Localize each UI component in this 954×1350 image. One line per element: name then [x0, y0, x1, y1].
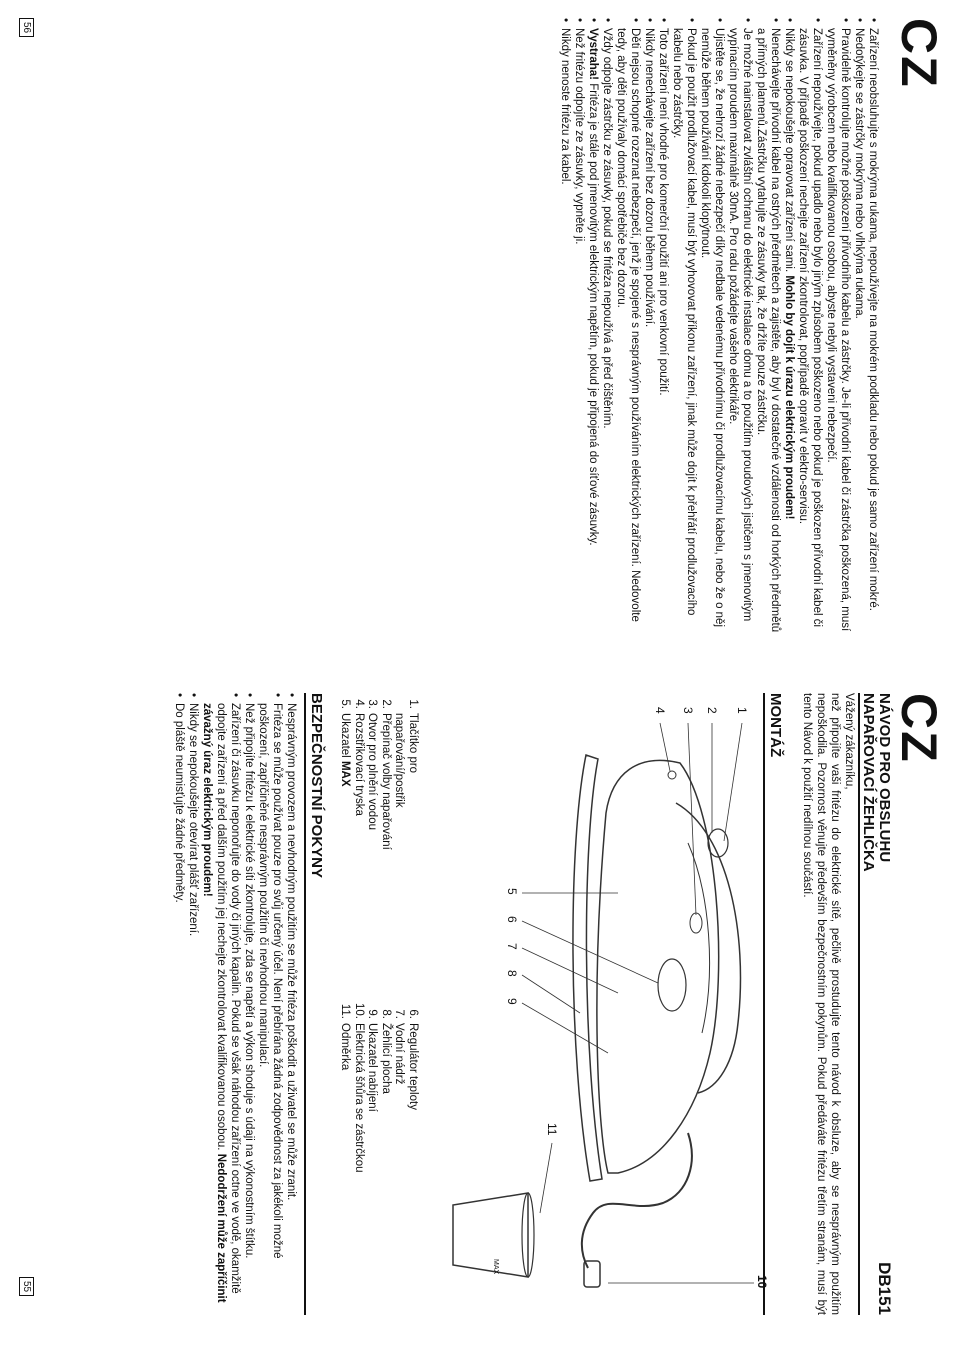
- callout-8: 8: [505, 970, 519, 977]
- part-row: [352, 693, 366, 993]
- part-number: [392, 693, 406, 709]
- bullet-text: Nedodržení může zapříčinit závažný úraz elektrickým proudem!: [201, 703, 227, 1303]
- bullet-text: Nikdy se nepokoušejte opravovat zařízení sami.: [783, 28, 795, 276]
- bullet-text: Než připojíte fritézu k elektrické síti zkontrolujte, zda se napětí a výkon shoduje s údaji na výkonostním štítku.: [243, 703, 255, 1259]
- bullet-text: Mohlo by dojít k úrazu elektrickým proudem!: [783, 275, 795, 520]
- language-code: CZ: [891, 693, 947, 764]
- bullet-item: [256, 693, 284, 1315]
- part-label: napařování/postřik: [393, 713, 406, 808]
- bullet-text: Nikdy nenechávejte zařízení bez dozoru během používání.: [643, 28, 655, 328]
- section-title-safety: BEZPEČNOSTNÍ POKYNY: [304, 693, 324, 1315]
- bullet-text: Toto zařízení není vhodné pro komerční použití ani pro venkovní použití.: [657, 28, 669, 396]
- parts-list-right: [338, 1003, 419, 1315]
- handle-grip: [688, 843, 710, 1033]
- bullet-item: [200, 693, 242, 1315]
- part-row: [365, 1003, 379, 1315]
- bullet-text: Zařízení nepoužívejte, pokud upadlo nebo bylo jiným způsobem poškozeno nebo pokud je poškozen přívodní kabel či zásuvka. V případě poškození nechejte zařízení zkontrolovat, popřípadě opravit v elektro-servisu.: [797, 28, 823, 628]
- bullet-text: Vystraha!: [587, 28, 599, 80]
- bullet-text: Pravidelně kontrolujte možné poškození přívodního kabelu a zástrčky. Je-li přívodní kabel či zástrčka poškozená, musí vyměněny výrobcem nebo kvalifikovanou osobou, abyste nebyli vystaveni nebezpečí.: [825, 28, 851, 632]
- callout-1: 1: [735, 707, 749, 714]
- bullet-item: [242, 693, 256, 1315]
- bullet-text: Do pláště neumisťujte žádné předměty.: [173, 703, 185, 903]
- part-label: Tlačítko pro: [407, 713, 419, 774]
- spray-nozzle: [668, 771, 676, 779]
- bullet-text: Nenechávejte přívodní kabel na ostrých předmětech a zajistěte, aby byl v dostatečné vzdálenosti od horkých předmětů a přímých plamenů.Zástrčku vytahujte ze zásuvky tak, že držíte pouze zástrčku.: [755, 28, 781, 633]
- callout-2: 2: [705, 707, 719, 714]
- callout-9: 9: [505, 998, 519, 1005]
- bullet-text: Než fritézu odpojíte ze zásuvky, vypněte ji.: [573, 28, 585, 245]
- part-number: 3.: [366, 699, 379, 709]
- manual-title: NÁVOD PRO OBSLUHU: [876, 693, 893, 863]
- part-row: [352, 1003, 366, 1315]
- page-number: 55: [19, 1277, 34, 1296]
- leader-7: [522, 948, 618, 993]
- callout-10: 10: [755, 1275, 769, 1289]
- part-row: [338, 693, 352, 993]
- parts-list: [329, 693, 419, 1315]
- bullet-text: Fritéza se může používat pouze pro svůj určený účel. Není přebírána žádná zodpovědnost za jakékoli možné poškození, zapříčiněné nesprávným použitím či nevhodnou manipulací.: [257, 703, 283, 1259]
- callout-7: 7: [505, 943, 519, 950]
- bullet-text: Nesprávným provozem a nevhodným použitím se může fritéza poškodit a uživatel se může zranit.: [285, 703, 297, 1201]
- part-row: [406, 693, 420, 993]
- part-number: 5.: [339, 699, 352, 709]
- bullet-text: Pokud je použit prodlužovací kabel, musí být vyhovovat příkonu zařízení, jinak může dojít k přehřátí prodlužovacího kabelu nebo zástrčky.: [671, 28, 697, 616]
- bullet-text: Nikdy se nepokoušejte otevírat plášť zařízení.: [187, 703, 199, 937]
- iron-body-outline: [597, 760, 719, 1173]
- cup-max-label: MAX: [492, 1259, 499, 1275]
- language-code: CZ: [891, 18, 947, 89]
- part-number: 4.: [353, 699, 365, 709]
- callout-4: 4: [653, 707, 667, 714]
- part-number: 7.: [393, 1009, 406, 1019]
- greeting: Vážený zákazníku,: [843, 693, 855, 790]
- part-number: 6.: [407, 1009, 419, 1019]
- leader-6: [522, 921, 658, 983]
- leader-9: [522, 1003, 608, 1053]
- iron-diagram: [428, 693, 769, 1315]
- leader-1: [724, 723, 742, 841]
- bullet-item: [796, 18, 824, 640]
- page-55: [0, 675, 954, 1350]
- bullet-text: Děti nejsou schopné rozeznat nebezpečí, jenž je spojené s nesprávným používáním elektrických zařízení. Nedovolte tedy, aby děti používaly domácí spotřebiče bez dozoru.: [615, 28, 641, 622]
- title-underline: [858, 693, 860, 1315]
- part-number: 9.: [366, 1009, 379, 1019]
- safety-list-continued: [558, 18, 880, 640]
- callout-11: 11: [545, 1123, 559, 1136]
- leader-4: [660, 723, 670, 771]
- page-number: 56: [19, 18, 34, 37]
- section-title-montaz: MONTÁŽ: [763, 693, 783, 1315]
- temperature-dial: [658, 959, 686, 1011]
- parts-list-left: [338, 693, 419, 993]
- part-row: [406, 1003, 420, 1315]
- part-label: Žehlicí plocha: [380, 1023, 392, 1094]
- part-row: [365, 693, 379, 993]
- bullet-item: [866, 18, 880, 640]
- part-label: Ukazatel: [339, 713, 352, 761]
- bullet-item: [284, 693, 298, 1315]
- bullet-text: Nedotýkejte se zástrčky mokrýma nebo vlhkýma rukama.: [853, 28, 865, 319]
- bullet-item: [824, 18, 852, 640]
- bullet-text: Nikdy nenoste fritézu za kabel.: [559, 28, 571, 185]
- bullet-item: [670, 18, 698, 640]
- part-label: Ukazatel nabíjení: [366, 1023, 379, 1112]
- bullet-item: [614, 18, 642, 640]
- bullet-text: Ujistěte se, že nehrozí žádné nebezpečí díky nedbale vedenému přívodnímu či prodlužovacímu kabelu, nebo že o něj nemůže během používání kdokoli klopýtnout.: [699, 28, 725, 628]
- part-label: Regulátor teploty: [407, 1023, 419, 1110]
- bullet-text: Fritéza je stále pod jmenovitým elektrickým napětím, pokud je připojená do síťové zásuvky.: [587, 80, 599, 546]
- bullet-item: [586, 18, 600, 640]
- part-label: Rozstřikovací tryska: [353, 713, 365, 816]
- bullet-text: Zařízení neobsluhujte s mokrýma rukama, nepoužívejte na mokrém podkladu nebo pokud je samo zařízení mokré.: [867, 28, 879, 611]
- title-block: [860, 693, 892, 1315]
- part-number: 8.: [380, 1009, 392, 1019]
- bullet-item: [754, 18, 782, 640]
- bullet-item: [186, 693, 200, 1315]
- part-number: 11.: [339, 1003, 352, 1019]
- bullet-item: [172, 693, 186, 1315]
- part-row: [338, 1003, 352, 1315]
- part-label: Elektrická šňůra se zástrčkou: [353, 1023, 365, 1173]
- part-row: [392, 693, 406, 993]
- part-label: Vodní nádrž: [393, 1023, 406, 1085]
- intro-text: než připojíte vaši fritézu do elektrické sítě, pečlivě prostudujte tento návod k obsluze, aby se nesprávným použitím nepoškodila. Pozornost věnujte především bezpečnostním pokynům. Pokud předáváte fritézu třetím stranám, musí být tento Návod k použití nedílnou součástí.: [801, 693, 841, 1315]
- bullet-item: [558, 18, 572, 640]
- callout-3: 3: [681, 707, 695, 714]
- water-filler: [690, 913, 702, 933]
- part-label: Odměrka: [339, 1023, 352, 1071]
- bullet-item: [852, 18, 866, 640]
- part-number: 10.: [353, 1003, 365, 1019]
- bullet-item: [600, 18, 614, 640]
- bullet-item: [656, 18, 670, 640]
- part-number: 2.: [380, 699, 392, 709]
- bullet-text: Vždy odpojte zástrčku ze zásuvky, pokud se fritéza nepoužívá a před čištěním.: [601, 28, 613, 429]
- bullet-item: [572, 18, 586, 640]
- safety-list: [172, 693, 298, 1315]
- part-row: [392, 1003, 406, 1315]
- part-row: [379, 693, 393, 993]
- bullet-item: [698, 18, 726, 640]
- product-title: NAPAŘOVACÍ ŽEHLIČKA: [860, 693, 877, 872]
- model-number: DB151: [875, 1262, 894, 1315]
- bullet-item: [642, 18, 656, 640]
- bullet-item: [782, 18, 796, 640]
- callout-6: 6: [505, 916, 519, 923]
- part-label: Přepínač volby napařování: [380, 713, 392, 850]
- part-max-label: MAX: [339, 760, 352, 787]
- leader-8: [522, 975, 580, 1013]
- bullet-text: Je možné nainstalovat zvláštní ochranu do elektrické instalace domu a to použitím proudových jističem s jmenovitým vypínacím proudem maximálně 30mA. Pro radu požádejte vašeho elektrikáře.: [727, 28, 753, 622]
- part-row: [379, 1003, 393, 1315]
- leader-11: [540, 1143, 552, 1213]
- callout-5: 5: [505, 888, 519, 895]
- bullet-item: [726, 18, 754, 640]
- bullet-text: Zařízení či zásuvku neponořujte do vody či jiných kapalin. Pokud se však náhodou zařízení octne ve vodě, okamžitě odpojte zařízení a před dalším použitím jej nechejte zkontrolovat kvalifikovanou osobou.: [215, 703, 241, 1294]
- part-label: Otvor pro plnění vodou: [366, 713, 379, 830]
- measuring-cup: [453, 1193, 528, 1277]
- part-number: 1.: [407, 699, 419, 709]
